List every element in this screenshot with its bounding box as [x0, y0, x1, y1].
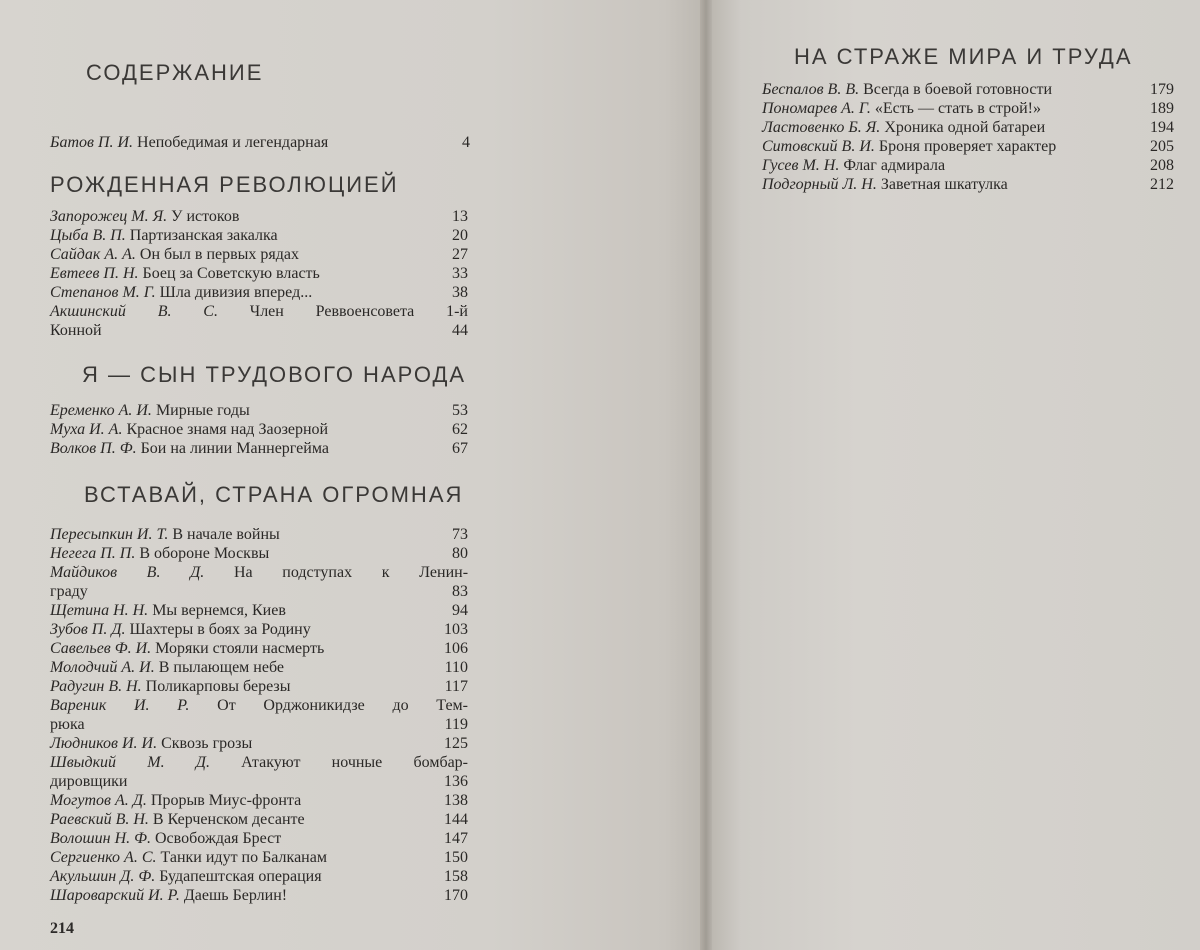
entry-page: 125: [444, 735, 468, 752]
entry-author: Швыдкий М. Д.: [50, 754, 210, 771]
entry-page: 179: [1150, 81, 1174, 98]
entry-author: Степанов М. Г.: [50, 284, 156, 301]
toc-entry: [50, 810, 468, 829]
entry-page: 4: [462, 134, 470, 151]
entry-author: Зубов П. Д.: [50, 621, 126, 638]
toc-entry: [50, 601, 468, 620]
entry-author: Молодчий А. И.: [50, 659, 155, 676]
toc-entry: [50, 563, 468, 601]
entry-page: 20: [452, 227, 468, 244]
intro-list: [50, 133, 470, 152]
entry-page: 144: [444, 811, 468, 828]
toc-entry: [50, 544, 468, 563]
entry-title: Шахтеры в боях за Родину: [129, 621, 311, 638]
section-heading: НА СТРАЖЕ МИРА И ТРУДА: [794, 44, 1133, 69]
toc-entry: [50, 791, 468, 810]
entry-title: Танки идут по Балканам: [160, 849, 327, 866]
entry-page: 208: [1150, 157, 1174, 174]
entry-page: 136: [444, 773, 468, 790]
entry-title: «Есть — стать в строй!»: [874, 100, 1041, 117]
entry-page: 110: [444, 659, 468, 676]
entry-title: Флаг адмирала: [843, 157, 946, 174]
entry-title: Мирные годы: [155, 402, 250, 419]
toc-entry: [50, 620, 468, 639]
entry-title: Всегда в боевой готовности: [863, 81, 1053, 98]
entry-author: Негега П. П.: [50, 545, 136, 562]
entry-page: 44: [452, 322, 468, 339]
entry-title: Боец за Советскую власть: [142, 265, 320, 282]
entry-author: Ластовенко Б. Я.: [762, 119, 881, 136]
toc-entry: [762, 137, 1174, 156]
entry-page: 94: [452, 602, 468, 619]
entry-title: На подступах к Ленин-: [233, 564, 469, 581]
toc-entry: [50, 848, 468, 867]
entry-page: 106: [444, 640, 468, 657]
toc-entry: [50, 734, 468, 753]
entry-author: Майдиков В. Д.: [50, 564, 205, 581]
entry-title: Прорыв Миус-фронта: [150, 792, 302, 809]
entry-title: В пылающем небе: [158, 659, 284, 676]
toc-entry: [50, 525, 468, 544]
entry-author: Цыба В. П.: [50, 227, 126, 244]
entry-author: Людников И. И.: [50, 735, 158, 752]
entry-author: Щетина Н. Н.: [50, 602, 149, 619]
entry-title: Шла дивизия вперед...: [159, 284, 313, 301]
contents-heading: СОДЕРЖАНИЕ: [86, 60, 264, 85]
toc-entry: [762, 118, 1174, 137]
entry-title: Партизанская закалка: [129, 227, 278, 244]
entry-title: В начале войны: [172, 526, 280, 543]
entry-author: Запорожец М. Я.: [50, 208, 168, 225]
section-list: [50, 525, 468, 905]
entry-title: Поликарповы березы: [145, 678, 291, 695]
toc-entry: [762, 156, 1174, 175]
entry-title-cont: дировщики: [50, 773, 128, 790]
entry-title: В Керченском десанте: [152, 811, 305, 828]
entry-author: Акшинский В. С.: [50, 303, 218, 320]
entry-title: Мы вернемся, Киев: [152, 602, 286, 619]
entry-author: Пересыпкин И. Т.: [50, 526, 169, 543]
toc-entry: [50, 207, 468, 226]
entry-author: Акульшин Д. Ф.: [50, 868, 156, 885]
entry-title: Бои на линии Маннергейма: [140, 440, 329, 457]
entry-title: Член Реввоенсовета 1-й: [249, 303, 468, 320]
entry-title: У истоков: [171, 208, 240, 225]
entry-title: Непобедимая и легендарная: [137, 134, 329, 151]
entry-author: Савельев Ф. И.: [50, 640, 152, 657]
entry-page: 205: [1150, 138, 1174, 155]
book-gutter: [700, 0, 712, 950]
page-number: 214: [50, 920, 74, 937]
toc-entry: [50, 264, 468, 283]
toc-entry: [762, 99, 1174, 118]
entry-page: 27: [452, 246, 468, 263]
entry-author: Волков П. Ф.: [50, 440, 137, 457]
entry-title-cont: рюка: [50, 716, 85, 733]
section-heading: РОЖДЕННАЯ РЕВОЛЮЦИЕЙ: [50, 172, 399, 197]
toc-entry: [762, 80, 1174, 99]
entry-page: 147: [444, 830, 468, 847]
entry-page: 53: [452, 402, 468, 419]
entry-author: Раевский В. Н.: [50, 811, 149, 828]
entry-author: Муха И. А.: [50, 421, 123, 438]
section-heading: Я — СЫН ТРУДОВОГО НАРОДА: [82, 362, 467, 387]
entry-title: Сквозь грозы: [161, 735, 253, 752]
entry-title: Будапештская операция: [159, 868, 322, 885]
entry-author: Евтеев П. Н.: [50, 265, 139, 282]
toc-entry: [50, 639, 468, 658]
entry-page: 67: [452, 440, 468, 457]
entry-page: 194: [1150, 119, 1174, 136]
entry-title: В обороне Москвы: [139, 545, 270, 562]
entry-author: Вареник И. Р.: [50, 697, 190, 714]
entry-page: 83: [452, 583, 468, 600]
toc-entry: [50, 886, 468, 905]
toc-entry: [50, 658, 468, 677]
toc-entry: [50, 401, 468, 420]
toc-entry: [50, 696, 468, 734]
toc-entry: [762, 175, 1174, 194]
section-list: [762, 80, 1174, 194]
entry-page: 103: [444, 621, 468, 638]
entry-title-cont: граду: [50, 583, 88, 600]
toc-entry: [50, 133, 470, 152]
entry-author: Сайдак А. А.: [50, 246, 136, 263]
entry-title: Хроника одной батареи: [884, 119, 1046, 136]
entry-author: Волошин Н. Ф.: [50, 830, 151, 847]
entry-author: Батов П. И.: [50, 134, 134, 151]
entry-page: 170: [444, 887, 468, 904]
toc-entry: [50, 245, 468, 264]
entry-author: Ситовский В. И.: [762, 138, 875, 155]
entry-title: Даешь Берлин!: [183, 887, 288, 904]
toc-entry: [50, 867, 468, 886]
toc-entry: [50, 753, 468, 791]
toc-entry: [50, 829, 468, 848]
section-list: [50, 207, 468, 340]
entry-page: 158: [444, 868, 468, 885]
entry-title: Броня проверяет характер: [878, 138, 1057, 155]
entry-page: 80: [452, 545, 468, 562]
entry-author: Сергиенко А. С.: [50, 849, 157, 866]
entry-page: 212: [1150, 176, 1174, 193]
toc-entry: [50, 420, 468, 439]
entry-title: Освобождая Брест: [154, 830, 282, 847]
entry-author: Подгорный Л. Н.: [762, 176, 877, 193]
entry-author: Могутов А. Д.: [50, 792, 147, 809]
toc-entry: [50, 226, 468, 245]
entry-title: Заветная шкатулка: [880, 176, 1008, 193]
entry-page: 73: [452, 526, 468, 543]
entry-page: 189: [1150, 100, 1174, 117]
entry-author: Шароварский И. Р.: [50, 887, 180, 904]
section-heading: ВСТАВАЙ, СТРАНА ОГРОМНАЯ: [84, 482, 464, 507]
entry-page: 33: [452, 265, 468, 282]
entry-title: Красное знамя над Заозерной: [126, 421, 329, 438]
entry-author: Беспалов В. В.: [762, 81, 860, 98]
entry-title: Он был в первых рядах: [139, 246, 300, 263]
entry-page: 38: [452, 284, 468, 301]
entry-page: 138: [444, 792, 468, 809]
entry-title: Моряки стояли насмерть: [155, 640, 325, 657]
toc-entry: [50, 677, 468, 696]
entry-title-cont: Конной: [50, 322, 102, 339]
section-list: [50, 401, 468, 458]
entry-page: 62: [452, 421, 468, 438]
entry-author: Радугин В. Н.: [50, 678, 142, 695]
entry-author: Пономарев А. Г.: [762, 100, 871, 117]
entry-title: Атакуют ночные бомбар-: [241, 754, 469, 771]
toc-entry: [50, 439, 468, 458]
entry-author: Гусев М. Н.: [762, 157, 840, 174]
toc-entry: [50, 283, 468, 302]
entry-page: 150: [444, 849, 468, 866]
entry-page: 119: [444, 716, 468, 733]
entry-title: От Орджоникидзе до Тем-: [217, 697, 469, 714]
right-page: [712, 0, 1200, 950]
entry-author: Еременко А. И.: [50, 402, 152, 419]
toc-entry: [50, 302, 468, 340]
entry-page: 13: [452, 208, 468, 225]
entry-page: 117: [444, 678, 468, 695]
